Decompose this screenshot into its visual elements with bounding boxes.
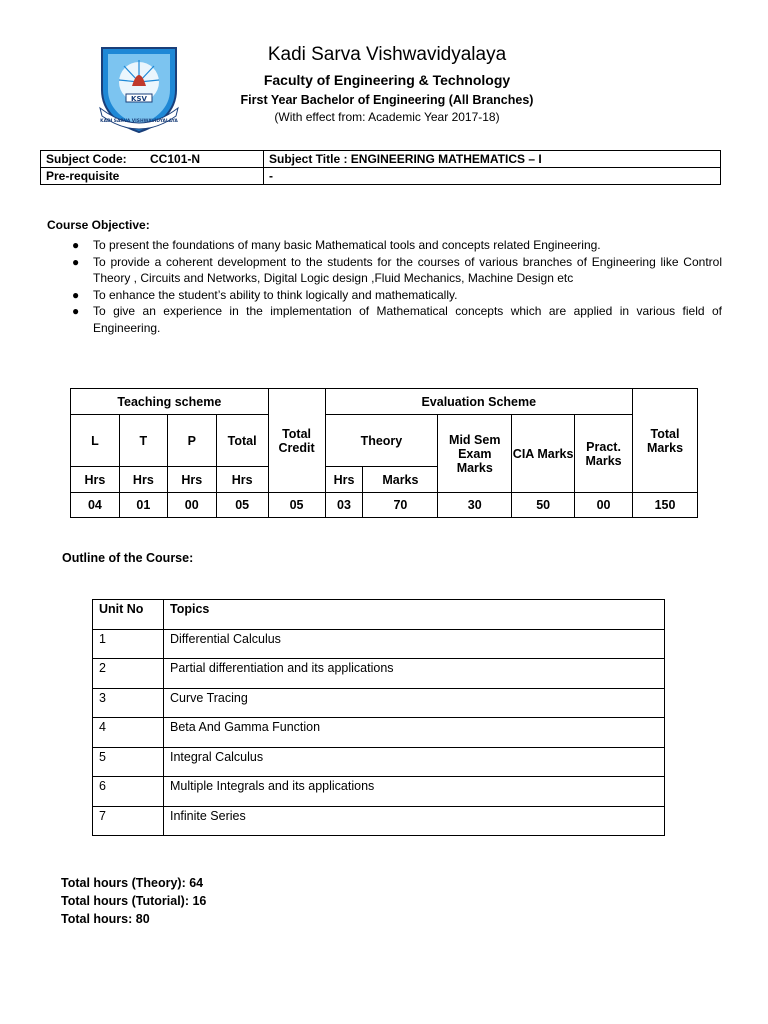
program-name: First Year Bachelor of Engineering (All Branches) xyxy=(240,93,534,107)
prereq-value: - xyxy=(264,168,721,185)
table-row xyxy=(93,718,665,748)
objective-item: ● To give an experience in the implementation of Mathematical concepts which are applied in various field of Engineering. xyxy=(72,304,722,335)
bullet-icon: ● xyxy=(72,304,80,318)
objective-heading: Course Objective: xyxy=(47,218,150,232)
faculty-name: Faculty of Engineering & Technology xyxy=(263,72,511,88)
unit-topic: Integral Calculus xyxy=(164,747,665,777)
subject-code-cell xyxy=(41,151,264,168)
bullet-icon: ● xyxy=(72,254,80,269)
total-hours-block xyxy=(61,874,206,928)
unit-no: 3 xyxy=(93,688,164,718)
table-row xyxy=(93,806,665,836)
p-hrs: Hrs xyxy=(167,467,216,493)
university-name: Kadi Sarva Vishwavidyalaya xyxy=(267,44,507,65)
midsem-value: 30 xyxy=(438,493,512,518)
total-credit-header: Total Credit xyxy=(268,389,325,493)
bullet-icon: ● xyxy=(72,287,80,302)
subject-code-label: Subject Code: xyxy=(46,152,127,166)
total-marks-value: 150 xyxy=(633,493,698,518)
l-header: L xyxy=(71,415,120,467)
unit-topic: Multiple Integrals and its applications xyxy=(164,777,665,807)
table-row xyxy=(93,688,665,718)
t-hrs: Hrs xyxy=(119,467,167,493)
theory-marks-value: 70 xyxy=(363,493,438,518)
l-value: 04 xyxy=(71,493,120,518)
table-row xyxy=(93,777,665,807)
t-header: T xyxy=(119,415,167,467)
logo-ring-text: KADI SARVA VISHWAVIDYALAYA xyxy=(100,119,178,124)
topics-header: Topics xyxy=(164,600,665,630)
cia-value: 50 xyxy=(512,493,575,518)
theory-hrs-value: 03 xyxy=(325,493,363,518)
unit-no-header: Unit No xyxy=(93,600,164,630)
total-hours: Total hours: 80 xyxy=(61,912,150,926)
prereq-label: Pre-requisite xyxy=(41,168,264,185)
prereq-row xyxy=(41,168,721,185)
university-logo xyxy=(96,42,182,134)
objective-item: ● To present the foundations of many basic Mathematical tools and concepts related Engineering. xyxy=(72,238,601,252)
bullet-icon: ● xyxy=(72,238,80,252)
scheme-values-row xyxy=(71,493,698,518)
theory-marks-header: Marks xyxy=(363,467,438,493)
total-marks-header: Total Marks xyxy=(633,389,698,493)
subject-title: Subject Title : ENGINEERING MATHEMATICS – I xyxy=(264,151,721,168)
theory-hrs-header: Hrs xyxy=(325,467,363,493)
total-hours-theory: Total hours (Theory): 64 xyxy=(61,876,204,890)
pract-header: Pract. Marks xyxy=(575,415,633,493)
unit-topic: Differential Calculus xyxy=(164,629,665,659)
total-hours-tutorial: Total hours (Tutorial): 16 xyxy=(61,894,207,908)
unit-topic: Beta And Gamma Function xyxy=(164,718,665,748)
t-value: 01 xyxy=(119,493,167,518)
unit-no: 5 xyxy=(93,747,164,777)
p-header: P xyxy=(167,415,216,467)
unit-topic: Partial differentiation and its applications xyxy=(164,659,665,689)
total-hrs: Hrs xyxy=(216,467,268,493)
cia-header: CIA Marks xyxy=(512,415,575,493)
objective-list xyxy=(72,237,722,336)
total-header: Total xyxy=(216,415,268,467)
outline-table xyxy=(92,599,665,836)
objective-item: ● To provide a coherent development to the students for the courses of various branches of Engineering like Control Theory , Circuits and Networks, Digital Logic design ,Fluid Mechanics, Machine Design etc xyxy=(72,254,722,285)
subject-table xyxy=(40,150,721,185)
table-row xyxy=(93,747,665,777)
logo-text: KSV xyxy=(131,95,147,103)
unit-no: 4 xyxy=(93,718,164,748)
p-value: 00 xyxy=(167,493,216,518)
outline-header-row xyxy=(93,600,665,630)
teaching-scheme-header: Teaching scheme xyxy=(71,389,269,415)
unit-no: 2 xyxy=(93,659,164,689)
total-value: 05 xyxy=(216,493,268,518)
scheme-table xyxy=(70,388,698,518)
unit-no: 7 xyxy=(93,806,164,836)
effective-year: (With effect from: Academic Year 2017-18) xyxy=(274,110,500,124)
unit-no: 6 xyxy=(93,777,164,807)
theory-header: Theory xyxy=(325,415,438,467)
table-row xyxy=(93,659,665,689)
l-hrs: Hrs xyxy=(71,467,120,493)
table-row xyxy=(93,629,665,659)
midsem-header: Mid Sem Exam Marks xyxy=(438,415,512,493)
unit-topic: Curve Tracing xyxy=(164,688,665,718)
subject-row xyxy=(41,151,721,168)
evaluation-scheme-header: Evaluation Scheme xyxy=(325,389,632,415)
credit-value: 05 xyxy=(268,493,325,518)
subject-code-value: CC101-N xyxy=(150,152,201,166)
unit-topic: Infinite Series xyxy=(164,806,665,836)
outline-heading: Outline of the Course: xyxy=(62,551,194,565)
pract-value: 00 xyxy=(575,493,633,518)
objective-item: ● To enhance the student’s ability to think logically and mathematically. xyxy=(72,287,458,302)
unit-no: 1 xyxy=(93,629,164,659)
